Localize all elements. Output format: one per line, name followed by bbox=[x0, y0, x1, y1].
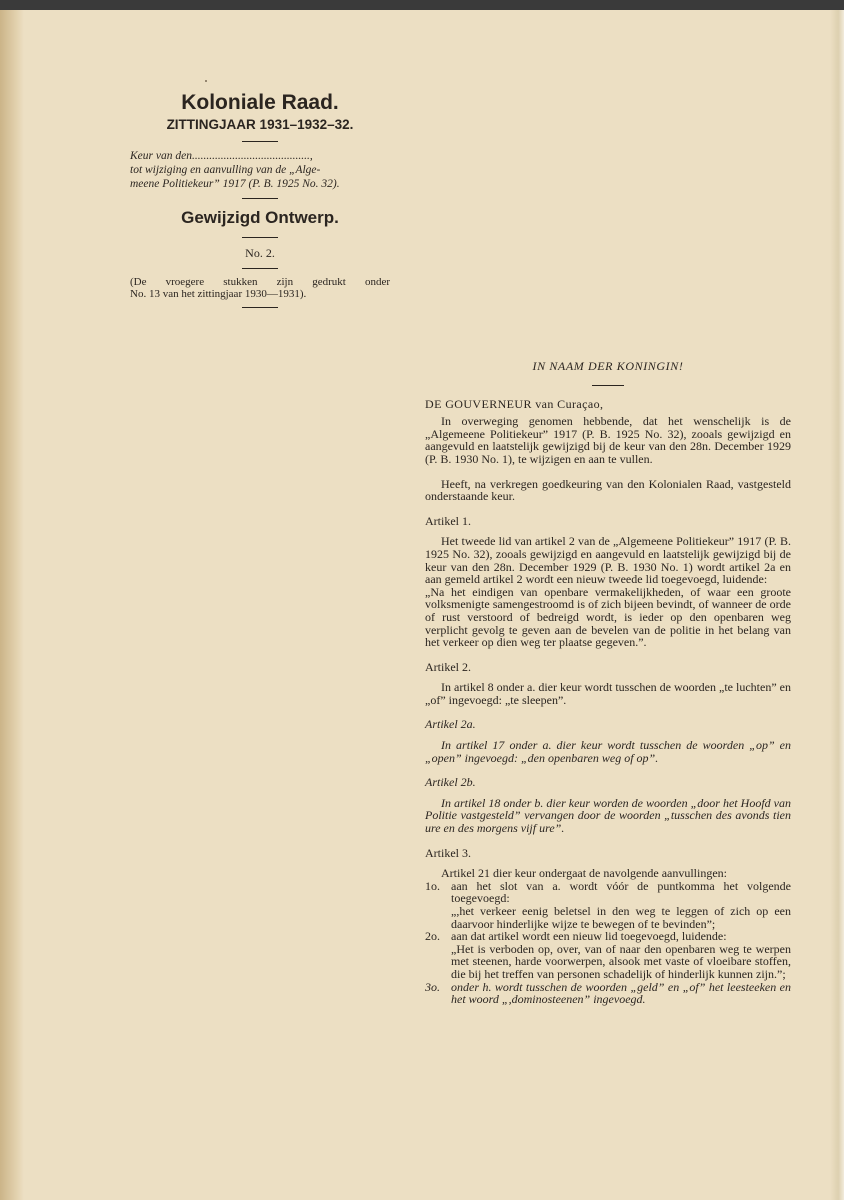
list-text: onder h. wordt tusschen de woorden „geld” en „of” het leesteeken en het woord „,dominosteenen” ingevoegd. bbox=[451, 979, 791, 1007]
list-item bbox=[425, 943, 791, 981]
list-number: 1o. bbox=[425, 878, 440, 893]
previous-documents-note bbox=[130, 276, 390, 300]
article-heading: Artikel 3. bbox=[425, 845, 471, 860]
article-heading: Artikel 2a. bbox=[425, 717, 476, 732]
list-text: aan het slot van a. wordt vóór de puntkomma het volgende toegevoegd: bbox=[451, 878, 791, 906]
ordinance-subject bbox=[130, 149, 390, 191]
session-year: ZITTINGJAAR 1931–1932–32. bbox=[166, 117, 354, 132]
article-heading: Artikel 2b. bbox=[425, 775, 476, 790]
document-header bbox=[130, 90, 390, 315]
divider bbox=[592, 385, 624, 386]
scan-top-border bbox=[0, 0, 844, 10]
article-text: In artikel 8 onder a. dier keur wordt tusschen de woorden „te luchten” en „of” ingevoegd: „te sleepen”. bbox=[425, 680, 791, 707]
page-binding-shadow bbox=[0, 10, 24, 1200]
spacer bbox=[425, 466, 791, 478]
list-item bbox=[425, 930, 791, 943]
list-text: aan dat artikel wordt een nieuw lid toegevoegd, luidende: bbox=[451, 929, 727, 944]
ordinance-body bbox=[425, 360, 791, 1006]
article-quote: „Na het eindigen van openbare vermakelijkheden, of waar een groote volksmenigte samengestroomd is of zich bijeen bevindt, of wanneer de orde of rust verstoord of bedreigd wordt, is ieder op den openbaren weg verplicht gevolg te geven aan de bevelen van de politie in het belang van het verkeer op dien weg ter plaatse gegeven.”. bbox=[425, 584, 791, 650]
list-item bbox=[425, 880, 791, 905]
divider bbox=[242, 268, 278, 269]
document-number: No. 2. bbox=[245, 246, 275, 260]
invocation: IN NAAM DER KONINGIN! bbox=[532, 359, 684, 373]
article-text: Artikel 21 dier keur ondergaat de navolgende aanvullingen: bbox=[441, 866, 728, 881]
subject-line: meene Politiekeur” 1917 (P. B. 1925 No. 32). bbox=[130, 178, 340, 190]
page-right-edge bbox=[830, 10, 844, 1200]
subject-line: tot wijziging en aanvulling van de „Alge- bbox=[130, 164, 321, 176]
note-line: No. 13 van het zittingjaar 1930—1931). bbox=[130, 288, 307, 300]
subject-line: Keur van den........................................., bbox=[130, 150, 313, 162]
draft-title: Gewijzigd Ontwerp. bbox=[181, 208, 339, 227]
divider bbox=[242, 307, 278, 308]
article-text: In artikel 17 onder a. dier keur wordt tusschen de woorden „op” en „open” ingevoegd: „den openbaren weg of op”. bbox=[425, 738, 791, 765]
article-heading: Artikel 1. bbox=[425, 513, 471, 528]
article-text: Het tweede lid van artikel 2 van de „Algemeene Politiekeur” 1917 (P. B. 1925 No. 32), zooals gewijzigd en aangevuld en laatstelijk gewijzigd bij de keur van den 28n. December 1929 (P. B. 1930 No. 1) wordt artikel 2a en aan gemeld artikel 2 wordt een nieuw tweede lid toegevoegd, luidende: bbox=[425, 534, 791, 587]
preamble: In overweging genomen hebbende, dat het wenschelijk is de „Algemeene Politiekeur” 1917 (P. B. 1925 No. 32), zooals gewijzigd en aangevuld en laatstelijk gewijzigd bij de keur van den 28n. December 1929 (P. B. 1930 No. 1), te wijzigen en aan te vullen. bbox=[425, 414, 791, 466]
list-item bbox=[425, 905, 791, 930]
governor-line: DE GOUVERNEUR van Curaçao, bbox=[425, 396, 604, 411]
list-number: 3o. bbox=[425, 979, 440, 994]
article-heading: Artikel 2. bbox=[425, 659, 471, 674]
enactment-clause: Heeft, na verkregen goedkeuring van den Kolonialen Raad, vastgesteld onderstaande keur. bbox=[425, 476, 791, 504]
council-title: Koloniale Raad. bbox=[181, 91, 339, 114]
divider bbox=[242, 141, 278, 142]
list-number: 2o. bbox=[425, 929, 440, 944]
divider bbox=[242, 237, 278, 238]
note-line: (De vroegere stukken zijn gedrukt onder bbox=[130, 276, 390, 288]
list-text: „,het verkeer eenig beletsel in den weg te leggen of zich op een daarvoor hinderlijke wijze te bewegen of te bevinden”; bbox=[451, 904, 791, 931]
list-text: „Het is verboden op, over, van of naar den openbaren weg te werpen met steenen, harde voorwerpen, alsook met vaste of vloeibare stoffen, die bij het treffen van personen schadelijk of hinderlijk kunnen zijn.”; bbox=[451, 941, 791, 981]
divider bbox=[242, 198, 278, 199]
article-text: In artikel 18 onder b. dier keur worden de woorden „door het Hoofd van Politie vastgesteld” vervangen door de woorden „tusschen des avonds tien ure en des morgens vijf ure”. bbox=[425, 795, 791, 836]
list-item bbox=[425, 981, 791, 1006]
paper-speck bbox=[205, 80, 207, 82]
